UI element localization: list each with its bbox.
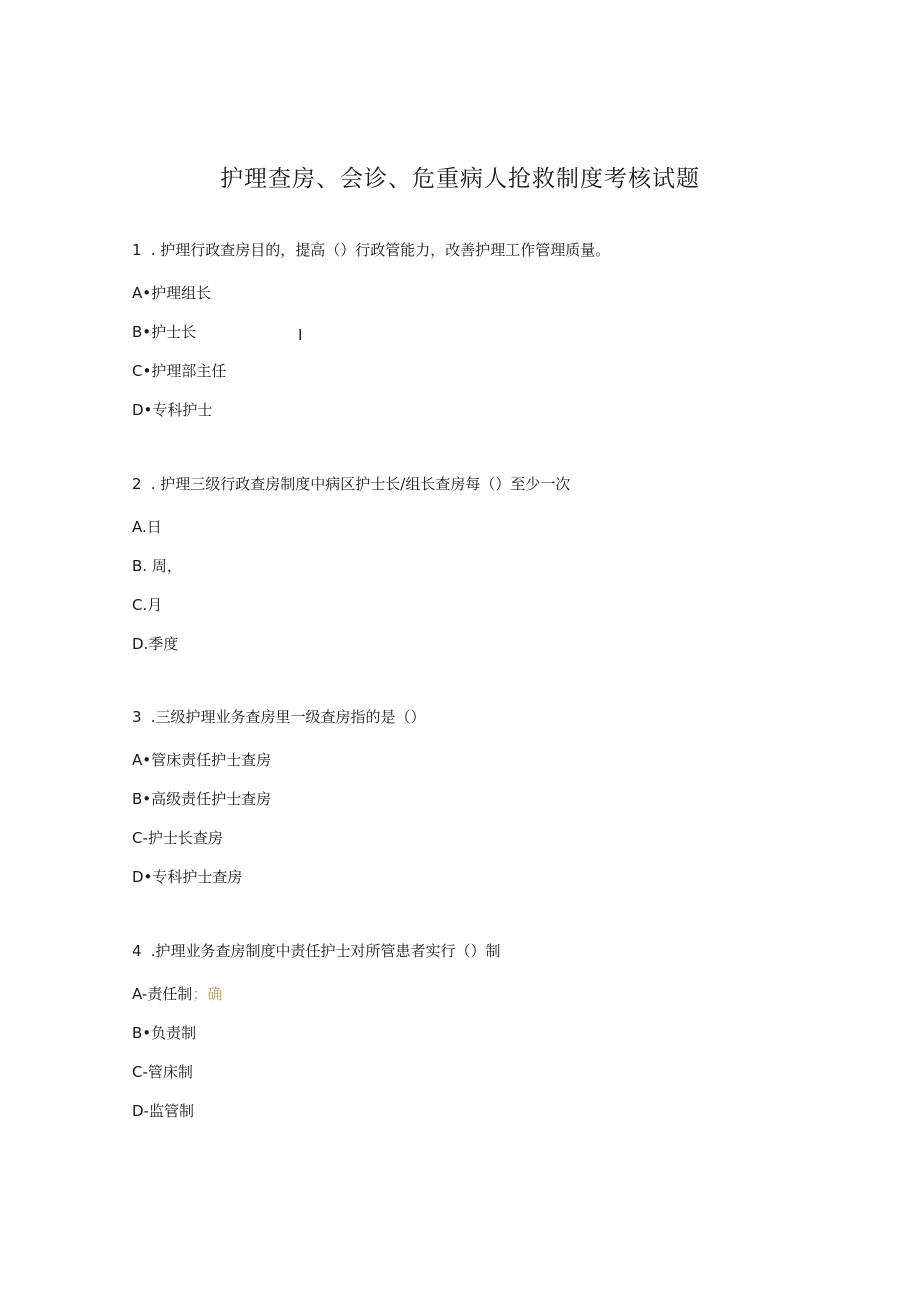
option-b: B•高级责任护士查房 [132,790,272,808]
option-a: A•护理组长 [132,284,212,302]
question-stem [132,706,872,728]
question-3 [132,706,872,888]
page-title: 护理查房、会诊、危重病人抢救制度考核试题 [220,166,700,192]
question-stem [132,473,872,495]
question-number: 2 [132,475,142,493]
question-number: 3 [132,708,142,726]
question-1 [132,239,872,421]
question-text: .三级护理业务查房里一级查房指的是（） [146,708,426,726]
question-stem [132,940,872,962]
question-stem [132,239,872,261]
question-text: . 护理三级行政查房制度中病区护士长/组长查房每（）至少一次 [146,475,571,493]
option-a: A.日 [132,518,162,536]
question-number: 1 [132,241,142,259]
option-a [132,983,872,1005]
option-a: A•管床责任护士查房 [132,751,272,769]
question-2 [132,473,872,655]
question-4 [132,940,872,1122]
option-d: D-监管制 [132,1102,194,1120]
option-a-text: A-责任制 [132,985,193,1003]
option-d: D•专科护士查房 [132,868,243,886]
question-number: 4 [132,942,142,960]
option-b: B•负责制 [132,1024,197,1042]
question-text: . 护理行政查房目的，提高（）行政管能力，改善护理工作管理质量。 [146,241,611,259]
option-b: B. 周， [132,557,182,575]
option-d: D•专科护士 [132,401,213,419]
option-c: C-护士长查房 [132,829,223,847]
option-c: C•护理部主任 [132,362,227,380]
question-text: .护理业务查房制度中责任护士对所管患者实行（）制 [146,942,501,960]
answer-mark: ；确 [192,985,223,1003]
option-b: B•护士长 [132,323,197,341]
option-c: C.月 [132,596,163,614]
option-c: C-管床制 [132,1063,193,1081]
stray-mark: I [298,326,303,344]
option-d: D.季度 [132,635,179,653]
